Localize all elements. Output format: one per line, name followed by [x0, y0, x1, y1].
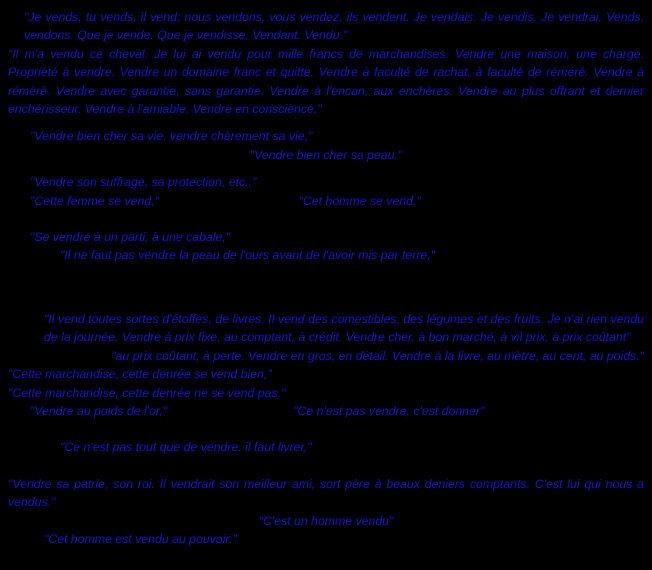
- dictionary-entry-vendre-patrie: "Vendre sa patrie, son roi. Il vendrait son meilleur ami, sort père à beaux deniers comptants. C'est lui qui nous a vendus.": [8, 476, 644, 510]
- dictionary-entry-poids-de-lor: "Vendre au poids de l'or,": [30, 403, 168, 418]
- dictionary-entry-poids-or-pair: [8, 402, 644, 420]
- spacer: [8, 292, 644, 310]
- dictionary-entry-conjugation: "Je vends, tu vends, il vend; nous vendons, vous vendez, ils vendent. Je vendais. Je vendis. Je vendrai. Vends, vendons. Que je vende. Que je vendisse. Vendant. Vendu.": [24, 10, 644, 43]
- dictionary-entry-vendu-au-pouvoir: "Cet homme est vendu au pouvoir.": [44, 531, 237, 546]
- dictionary-entry-vendre-peau: "Vendre bien cher sa peau.": [249, 147, 403, 162]
- dictionary-entry-marchandise-ne-vend-pas: "Cette marchandise, cette denrée ne se vend pas.": [8, 385, 286, 400]
- dictionary-entry-vendre-vie: "Vendre bien cher sa vie, vendre chèrement sa vie,": [30, 129, 313, 144]
- dictionary-entry-se-vend-pair: [8, 192, 644, 210]
- spacer: [8, 164, 644, 173]
- dictionary-entry-homme-se-vend: "Cet homme se vend,": [298, 193, 421, 208]
- dictionary-entry-marchandise-vend-bien: "Cette marchandise, cette denrée se vend bien,": [8, 367, 272, 382]
- dictionary-entry-vendre-suffrage: "Vendre son suffrage, sa protection, etc.,": [30, 175, 257, 190]
- spacer: [8, 457, 644, 475]
- spacer: [8, 420, 644, 438]
- spacer: [8, 118, 644, 127]
- dictionary-entry-homme-vendu: "C'est un homme vendu": [258, 513, 394, 528]
- dictionary-entry-prix-coutant: "au prix coûtant, à perte. Vendre en gros, en détail. Vendre à la livre, au mètre, au cent, au poids.": [111, 348, 644, 363]
- spacer: [8, 210, 644, 228]
- dictionary-entry-se-vendre-parti: "Se vendre à un parti, à une cabale,": [30, 230, 231, 245]
- dictionary-entry-femme-se-vend: "Cette femme se vend,": [30, 193, 160, 208]
- dictionary-entry-pas-vendre-donner: "Ce n'est pas vendre, c'est donner": [293, 403, 485, 418]
- dictionary-entry-examples-sale: "Il m'a vendu ce cheval. Je lui ai vendu pour mille francs de marchandises. Vendre une maison, une charge. Propriété à vendre. Vendre un domaine franc et quitte. Vendre à faculté de rachat, à faculté de réméré. Vendre à réméré. Vendre avec garantie, sans garantie. Vendre à l'encan, aux enchères. Vendre au plus offrant et dernier enchérisseur. Vendre à l'amiable. Vendre en conscience.": [8, 46, 644, 117]
- dictionary-entry-faut-livrer: "Ce n'est pas tout que de vendre, il faut livrer,": [60, 440, 312, 455]
- spacer: [8, 265, 644, 292]
- dictionary-entry-peau-ours: "Il ne faut pas vendre la peau de l'ours avant de l'avoir mis par terre,": [60, 248, 436, 263]
- dictionary-entry-commerce: "Il vend toutes sortes d'étoffes, de livres. Il vend des comestibles, des légumes et des fruits. Je n'ai rien vendu de la journée. Vendre à prix fixe, au comptant, à crédit. Vendre cher, à bon marché, à vil prix, à prix coûtant": [44, 311, 644, 345]
